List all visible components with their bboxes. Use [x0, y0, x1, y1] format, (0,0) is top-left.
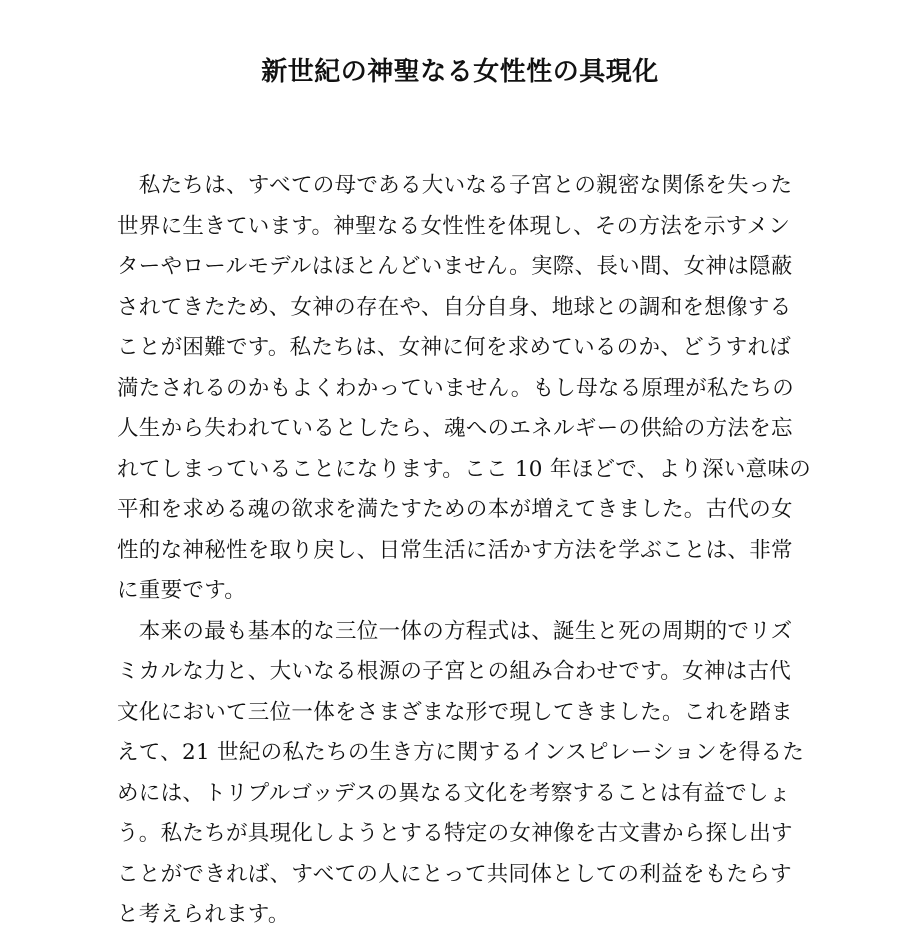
text-line: ことができれば、すべての人にとって共同体としての利益をもたらす [117, 861, 792, 887]
text-line: 私たちは、すべての母である大いなる子宮との親密な関係を失った [117, 173, 793, 198]
text-line: 文化において三位一体をさまざまな形で現してきました。これを踏ま [117, 699, 793, 725]
text-line: 性的な神秘性を取り戻し、日常生活に活かす方法を学ぶことは、非常 [117, 537, 793, 563]
text-line: と考えられます。 [117, 902, 290, 927]
paragraph-1 [117, 166, 837, 612]
text-line: に重要です。 [117, 578, 247, 603]
body-text [117, 166, 837, 936]
paragraph-2 [117, 612, 837, 936]
text-line: う。私たちが具現化しようとする特定の女神像を古文書から探し出す [117, 821, 793, 846]
text-line: 人生から失われているとしたら、魂へのエネルギーの供給の方法を忘 [117, 416, 793, 441]
text-line: ことが困難です。私たちは、女神に何を求めているのか、どうすれば [117, 335, 792, 360]
text-line: 本来の最も基本的な三位一体の方程式は、誕生と死の周期的でリズ [117, 618, 793, 644]
text-line: えて、21 世紀の私たちの生き方に関するインスピレーションを得るた [117, 740, 805, 765]
text-line: 平和を求める魂の欲求を満たすための本が増えてきました。古代の女 [117, 497, 793, 522]
text-line: 世界に生きています。神聖なる女性性を体現し、その方法を示すメン [117, 213, 791, 239]
text-line: れてしまっていることになります。ここ 10 年ほどで、より深い意味の [117, 456, 812, 482]
text-line: されてきたため、女神の存在や、自分自身、地球との調和を想像する [117, 294, 792, 320]
text-line: ターやロールモデルはほとんどいません。実際、長い間、女神は隠蔽 [117, 254, 793, 279]
page-title: 新世紀の神聖なる女性性の具現化 [261, 57, 659, 87]
text-line: めには、トリプルゴッデスの異なる文化を考察することは有益でしょ [117, 780, 791, 806]
text-line: 満たされるのかもよくわかっていません。もし母なる原理が私たちの [117, 375, 795, 401]
text-line: ミカルな力と、大いなる根源の子宮との組み合わせです。女神は古代 [117, 659, 792, 684]
